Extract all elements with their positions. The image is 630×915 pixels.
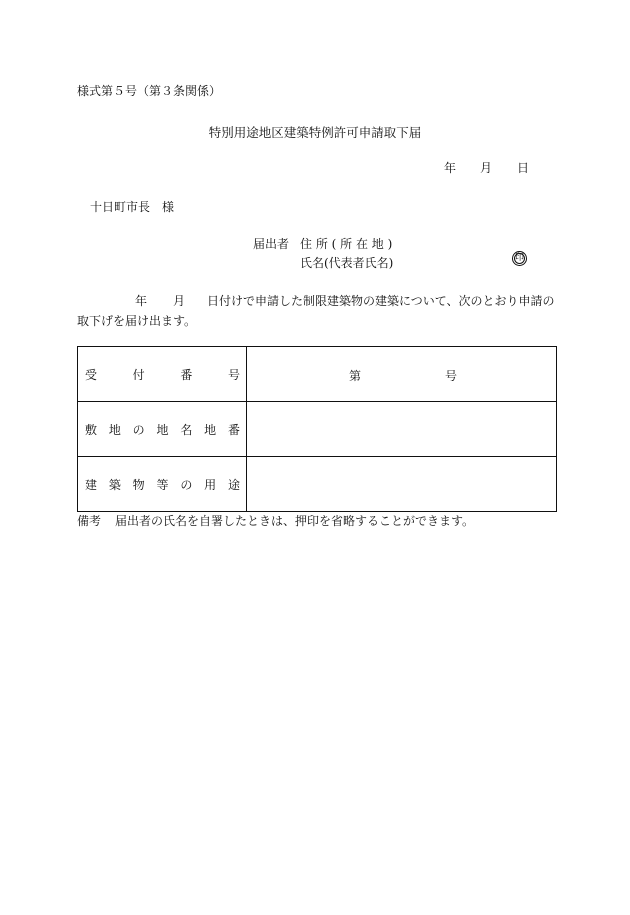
label-char: 物: [132, 477, 145, 492]
date-month-label: 月: [480, 161, 493, 175]
remarks-label: 備考: [77, 514, 102, 528]
label-char: 番: [180, 367, 193, 382]
body-year-label: 年: [135, 294, 148, 308]
label-char: 地: [108, 422, 121, 437]
label-char: 用: [204, 477, 217, 492]
remarks: [77, 515, 474, 527]
seal-icon: 印: [512, 251, 527, 266]
body-month-label: 月: [173, 294, 186, 308]
label-char: の: [132, 422, 145, 437]
number-suffix: 号: [445, 369, 458, 383]
body-line-1: [77, 295, 557, 309]
label-char: 敷: [85, 422, 98, 437]
label-char: 号: [227, 367, 240, 382]
site-lot-number-label: [78, 421, 246, 438]
building-use-label-cell: [78, 457, 247, 512]
label-char: 名: [180, 422, 193, 437]
name-label: 氏名(代表者氏名): [300, 256, 394, 270]
label-char: 受: [85, 367, 98, 382]
body-text-line-2: 取下げを届け出ます。: [77, 314, 197, 328]
label-char: 地: [204, 422, 217, 437]
date-day-label: 日: [517, 161, 530, 175]
number-prefix: 第: [349, 369, 362, 383]
date-row: [440, 162, 530, 176]
reception-number-value: [247, 367, 556, 381]
label-char: 建: [85, 477, 98, 492]
date-year-label: 年: [444, 161, 457, 175]
label-char: 付: [132, 367, 145, 382]
table-row-site-lot-number: [78, 402, 557, 457]
form-number: 様式第５号（第３条関係）: [77, 84, 222, 98]
label-char: 等: [156, 477, 169, 492]
reception-number-label: [78, 366, 246, 383]
addressee: 十日町市長 様: [90, 200, 175, 214]
label-char: 地: [156, 422, 169, 437]
site-lot-number-value-cell: [247, 402, 557, 457]
site-lot-number-label-cell: [78, 402, 247, 457]
label-char: 築: [108, 477, 121, 492]
label-char: 番: [227, 422, 240, 437]
label-char: の: [180, 477, 193, 492]
building-use-value-cell: [247, 457, 557, 512]
info-table: [77, 346, 557, 512]
body-text-line-1: 日付けで申請した制限建築物の建築について、次のとおり申請の: [207, 294, 555, 308]
building-use-label: [78, 476, 246, 493]
label-char: 途: [227, 477, 240, 492]
remarks-text: 届出者の氏名を自署したときは、押印を省略することができます。: [115, 514, 475, 528]
table-row-building-use: [78, 457, 557, 512]
notifier-label: 届出者: [253, 237, 290, 251]
table-row-reception-number: [78, 347, 557, 402]
form-title: 特別用途地区建築特例許可申請取下届: [208, 125, 422, 140]
reception-number-label-cell: [78, 347, 247, 402]
address-label: 住 所 ( 所 在 地 ): [300, 237, 393, 251]
reception-number-value-cell: [247, 347, 557, 402]
